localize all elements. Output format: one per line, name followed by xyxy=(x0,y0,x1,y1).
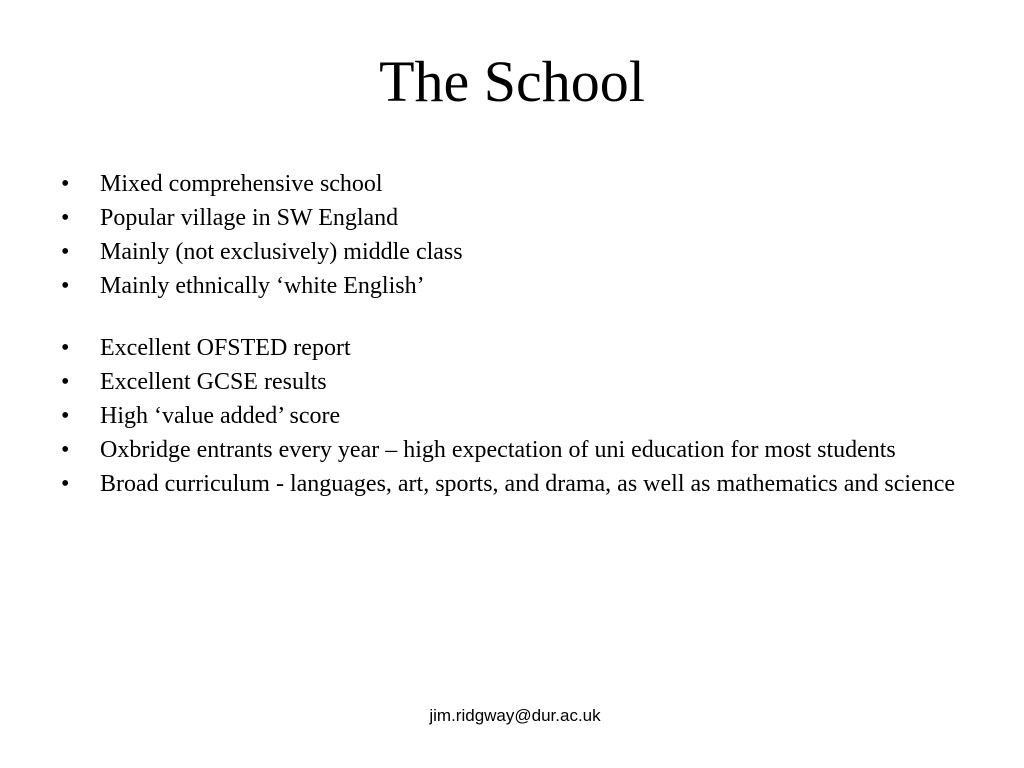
bullet-item xyxy=(61,368,961,396)
bullet-text: Popular village in SW England xyxy=(100,205,399,231)
bullet-item xyxy=(61,204,961,232)
slide-title: The School xyxy=(379,49,645,114)
bullet-item xyxy=(61,402,961,430)
bullet-item xyxy=(61,470,961,498)
bullet-text: Mainly ethnically ‘white English’ xyxy=(100,273,425,299)
bullet-item xyxy=(61,436,961,464)
bullet-icon: • xyxy=(61,335,70,361)
bullet-text: Oxbridge entrants every year – high expectation of uni education for most students xyxy=(100,437,896,463)
bullet-item xyxy=(61,238,961,266)
bullet-item xyxy=(61,170,961,198)
bullet-text: Mainly (not exclusively) middle class xyxy=(100,239,463,265)
bullet-text: Excellent GCSE results xyxy=(100,369,327,395)
bullet-item xyxy=(61,272,961,300)
bullet-icon: • xyxy=(61,369,70,395)
bullet-item xyxy=(61,334,961,362)
bullet-text: Excellent OFSTED report xyxy=(100,335,351,361)
bullet-list xyxy=(61,170,961,504)
footer-email: jim.ridgway@dur.ac.uk xyxy=(429,706,601,725)
bullet-text: High ‘value added’ score xyxy=(100,403,341,429)
bullet-icon: • xyxy=(61,273,70,299)
bullet-icon: • xyxy=(61,471,70,497)
bullet-icon: • xyxy=(61,171,70,197)
bullet-icon: • xyxy=(61,239,70,265)
bullet-icon: • xyxy=(61,205,70,231)
bullet-icon: • xyxy=(61,437,70,463)
bullet-icon: • xyxy=(61,403,70,429)
bullet-text: Mixed comprehensive school xyxy=(100,171,383,197)
bullet-text: Broad curriculum - languages, art, sports, and drama, as well as mathematics and science xyxy=(100,471,956,497)
